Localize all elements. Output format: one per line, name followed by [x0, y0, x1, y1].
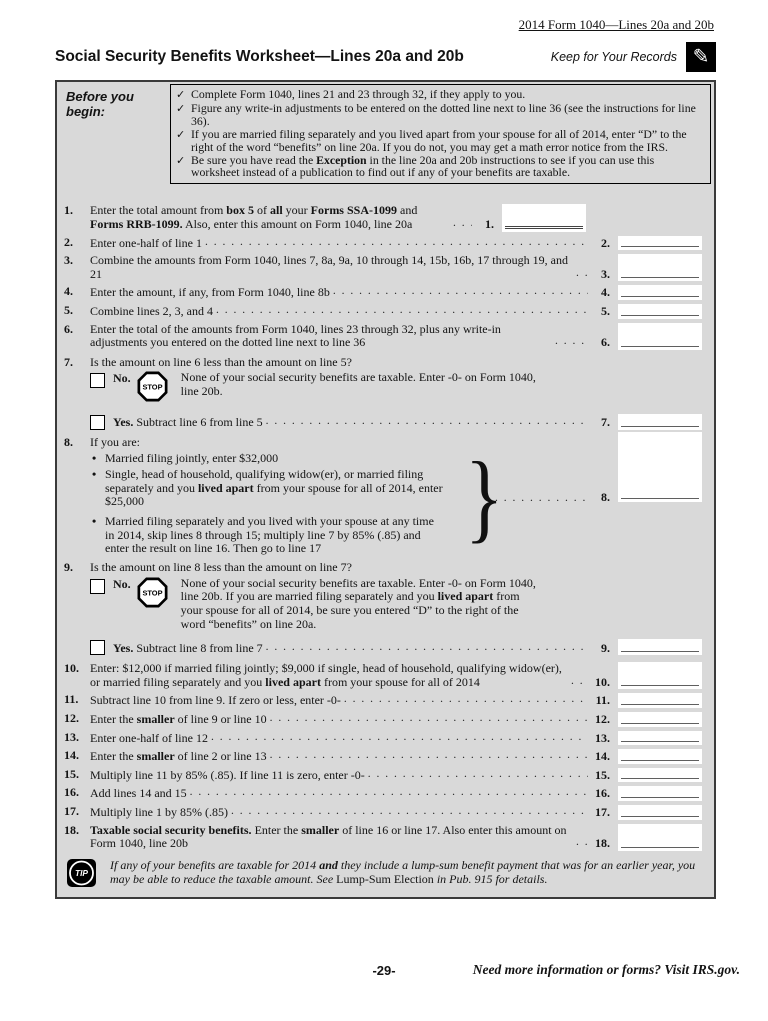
- dot-leader: [450, 217, 472, 232]
- line-3-number: 3.: [64, 253, 73, 268]
- line-10-row: [64, 655, 702, 689]
- dot-leader: [187, 786, 588, 801]
- form-reference: 2014 Form 1040—Lines 20a and 20b: [518, 17, 714, 32]
- line-14-number: 14.: [64, 748, 79, 763]
- brace-icon: }: [465, 440, 504, 552]
- checklist-item: [176, 154, 704, 180]
- line-8-row: [64, 430, 702, 555]
- dot-leader: [492, 492, 588, 507]
- line-6-text: Enter the total of the amounts from Form 1040, lines 23 through 32, plus any write-in adjustments you entered on the dotted line next to line 36: [90, 321, 501, 350]
- page-number: -29-: [372, 963, 396, 978]
- before-you-begin-label: Before you begin:: [66, 89, 134, 119]
- footer-note: Need more information or forms? Visit IRS.gov.: [472, 962, 740, 977]
- checklist-item: [176, 128, 704, 154]
- line-3-ref: 3.: [601, 266, 610, 281]
- line-12-number: 12.: [64, 711, 79, 725]
- keep-for-records-label: Keep for Your Records: [550, 50, 677, 64]
- line-9-no-text: None of your social security benefits are taxable. Enter -0- on Form 1040, line 20b. If you are married filing separately and you lived apart from your spouse for all of 2014, be sure you entered “D” to the right of the word “benefits” on line 20a.: [180, 575, 536, 631]
- line-13-text: Enter one-half of line 12: [90, 730, 208, 745]
- line-4-row: [64, 281, 702, 300]
- dot-leader: [568, 675, 588, 690]
- line-1-text: Enter the total amount from box 5 of all your Forms SSA-1099 and Forms RRB-1099. Also, enter this amount on Form 1040, line 20a: [90, 203, 418, 231]
- svg-text:STOP: STOP: [142, 382, 163, 392]
- line-8-bullet-text: Single, head of household, qualifying widow(er), or married filing separately and you lived apart from your spouse for all of 2014, enter $25,000: [105, 467, 443, 509]
- line-1-entry-field[interactable]: [502, 204, 586, 231]
- before-you-begin-checklist: [170, 84, 711, 184]
- page-title: Social Security Benefits Worksheet—Lines 20a and 20b: [55, 48, 464, 65]
- line-7-ref: 7.: [601, 415, 610, 430]
- line-4-entry-field[interactable]: [618, 285, 702, 300]
- check-icon: ✓: [176, 128, 186, 141]
- line-10-number: 10.: [64, 661, 79, 676]
- line-13-ref: 13.: [595, 730, 610, 745]
- line-6-ref: 6.: [601, 335, 610, 350]
- line-18-row: [64, 820, 702, 851]
- stop-icon: [137, 577, 168, 612]
- line-9-no-checkbox[interactable]: [90, 579, 105, 594]
- line-18-entry-field[interactable]: [618, 824, 702, 851]
- line-2-text: Enter one-half of line 1: [90, 235, 202, 250]
- line-8-ref: 8.: [601, 489, 610, 504]
- check-icon: ✓: [176, 89, 186, 101]
- line-11-row: [64, 689, 702, 708]
- line-3-text: Combine the amounts from Form 1040, lines 7, 8a, 9a, 10 through 14, 15b, 16b, 17 through 19, and 21: [90, 253, 568, 281]
- line-7-yes-text: Yes. Subtract line 6 from line 5: [113, 415, 263, 430]
- line-15-row: [64, 764, 702, 783]
- line-17-number: 17.: [64, 803, 79, 818]
- line-2-row: [64, 232, 702, 251]
- line-16-row: [64, 782, 702, 801]
- line-14-text: Enter the smaller of line 2 or line 13: [90, 749, 267, 764]
- dot-leader: [365, 768, 588, 783]
- line-16-entry-field[interactable]: [618, 786, 702, 801]
- line-8-bullet: [90, 468, 462, 508]
- line-9-ref: 9.: [601, 640, 610, 655]
- line-15-text: Multiply line 11 by 85% (.85). If line 11 is zero, enter -0-: [90, 767, 365, 782]
- line-12-row: [64, 708, 702, 727]
- line-16-number: 16.: [64, 785, 79, 800]
- line-17-text: Multiply line 1 by 85% (.85): [90, 804, 228, 819]
- line-6-entry-field[interactable]: [618, 323, 702, 350]
- line-7-no-row: [64, 369, 702, 406]
- checklist-item: [176, 88, 704, 102]
- line-2-ref: 2.: [601, 235, 610, 250]
- line-18-number: 18.: [64, 822, 79, 837]
- line-8-bullet: [90, 515, 462, 555]
- line-18-ref: 18.: [595, 836, 610, 851]
- dot-leader: [267, 749, 588, 764]
- dot-leader: [208, 731, 588, 746]
- checklist-item-text: Complete Form 1040, lines 21 and 23 through 32, if they apply to you.: [191, 87, 526, 101]
- line-16-ref: 16.: [595, 786, 610, 801]
- line-7-entry-field[interactable]: [618, 414, 702, 430]
- line-9-yes-checkbox[interactable]: [90, 640, 105, 655]
- line-12-entry-field[interactable]: [618, 712, 702, 727]
- line-17-ref: 17.: [595, 804, 610, 819]
- bullet-icon: •: [92, 451, 97, 466]
- line-9-no-label: No.: [113, 576, 131, 591]
- line-7-yes-checkbox[interactable]: [90, 415, 105, 430]
- line-7-no-label: No.: [113, 371, 131, 386]
- line-9-question-text: Is the amount on line 8 less than the amount on line 7?: [90, 560, 352, 575]
- dot-leader: [213, 304, 588, 319]
- line-9-number: 9.: [64, 560, 73, 575]
- title-row: [55, 42, 716, 72]
- stop-icon: [137, 371, 168, 406]
- dot-leader: [573, 836, 588, 851]
- check-icon: ✓: [176, 102, 186, 115]
- line-12-ref: 12.: [595, 712, 610, 726]
- pencil-icon: ✎: [686, 42, 716, 72]
- checklist-item-text: If you are married filing separately and you lived apart from your spouse for all of 2014, enter “D” to the right of the word “benefits” on line 20a. If you do not, you may get a math error notice from the IRS.: [191, 126, 687, 154]
- line-6-number: 6.: [64, 321, 73, 336]
- line-11-entry-field[interactable]: [618, 693, 702, 708]
- line-17-row: [64, 801, 702, 820]
- line-10-text: Enter: $12,000 if married filing jointly; $9,000 if single, head of household, qualifying widow(er), or married filing separately and you lived apart from your spouse for all of 2014: [90, 661, 562, 689]
- line-8-entry-field[interactable]: [618, 432, 702, 502]
- line-13-entry-field[interactable]: [618, 731, 702, 746]
- line-8-intro: If you are:: [90, 434, 140, 449]
- checklist-item-text: Figure any write-in adjustments to be entered on the dotted line next to line 36 (see the instructions for line 36).: [191, 100, 696, 128]
- checklist-item: [176, 102, 704, 128]
- line-17-entry-field[interactable]: [618, 805, 702, 820]
- line-12-text: Enter the smaller of line 9 or line 10: [90, 712, 267, 726]
- line-10-ref: 10.: [595, 674, 610, 689]
- line-7-yes-row: [64, 406, 702, 430]
- line-7-no-text: None of your social security benefits are taxable. Enter -0- on Form 1040, line 20b.: [180, 370, 536, 398]
- dot-leader: [263, 415, 588, 430]
- line-8-options: [90, 436, 462, 555]
- line-14-row: [64, 745, 702, 764]
- line-4-text: Enter the amount, if any, from Form 1040, line 8b: [90, 285, 330, 300]
- line-1-row: [64, 204, 702, 231]
- line-15-ref: 15.: [595, 767, 610, 782]
- line-15-number: 15.: [64, 766, 79, 781]
- bullet-icon: •: [92, 467, 97, 482]
- line-5-row: [64, 300, 702, 319]
- line-5-number: 5.: [64, 302, 73, 317]
- line-2-entry-field[interactable]: [618, 236, 702, 251]
- line-7-question-row: [64, 350, 702, 370]
- line-7-number: 7.: [64, 354, 73, 369]
- dot-leader: [552, 335, 588, 350]
- line-3-row: [64, 250, 702, 281]
- line-8-bullet-text: Married filing separately and you lived with your spouse at any time in 2014, skip lines 8 through 15; multiply line 7 by 85% (.85) and enter the result on line 16. Then go to line 17: [105, 514, 434, 555]
- line-5-ref: 5.: [601, 303, 610, 318]
- checklist-item-text: Be sure you have read the Exception in the line 20a and 20b instructions to see if you can use this worksheet instead of a publication to find out if any of your benefits are taxable.: [191, 152, 655, 180]
- line-9-no-row: [64, 575, 702, 631]
- line-9-entry-field[interactable]: [618, 639, 702, 655]
- line-4-number: 4.: [64, 284, 73, 299]
- line-5-text: Combine lines 2, 3, and 4: [90, 303, 213, 318]
- line-4-ref: 4.: [601, 285, 610, 300]
- dot-leader: [263, 641, 588, 656]
- line-10-entry-field[interactable]: [618, 662, 702, 689]
- tip-text: If any of your benefits are taxable for 2014 and they include a lump-sum benefit payment that was for an earlier year, you may be able to reduce the taxable amount. See Lump-Sum Election in Pub. 915 for details.: [110, 857, 696, 886]
- line-16-text: Add lines 14 and 15: [90, 786, 187, 801]
- line-18-text: Taxable social security benefits. Enter the smaller of line 16 or line 17. Also enter this amount on Form 1040, line 20b: [90, 822, 567, 851]
- dot-leader: [573, 267, 588, 282]
- check-icon: ✓: [176, 154, 186, 167]
- line-7-no-checkbox[interactable]: [90, 373, 105, 388]
- line-5-entry-field[interactable]: [618, 304, 702, 319]
- svg-text:TIP: TIP: [74, 867, 89, 878]
- worksheet-lines: [57, 184, 714, 850]
- tip-section: [57, 856, 714, 897]
- line-11-ref: 11.: [595, 693, 610, 708]
- worksheet-box: [55, 80, 716, 899]
- before-you-begin-section: [57, 82, 714, 184]
- line-1-number: 1.: [64, 203, 73, 218]
- svg-text:STOP: STOP: [142, 588, 163, 598]
- dot-leader: [267, 712, 588, 727]
- line-2-number: 2.: [64, 234, 73, 249]
- dot-leader: [228, 805, 588, 820]
- line-8-bullet-text: Married filing jointly, enter $32,000: [105, 451, 279, 466]
- line-11-text: Subtract line 10 from line 9. If zero or less, enter -0-: [90, 693, 341, 708]
- line-1-ref: 1.: [485, 216, 494, 231]
- bullet-icon: •: [92, 514, 97, 529]
- line-7-question-text: Is the amount on line 6 less than the amount on line 5?: [90, 354, 352, 369]
- line-9-yes-text: Yes. Subtract line 8 from line 7: [113, 640, 263, 655]
- line-13-row: [64, 727, 702, 746]
- line-6-row: [64, 319, 702, 350]
- line-11-number: 11.: [64, 692, 79, 707]
- line-8-bullet: [90, 452, 462, 465]
- dot-leader: [202, 236, 588, 251]
- dot-leader: [341, 693, 588, 708]
- line-13-number: 13.: [64, 729, 79, 744]
- line-9-question-row: [64, 555, 702, 575]
- line-15-entry-field[interactable]: [618, 768, 702, 783]
- line-9-yes-row: [64, 631, 702, 655]
- line-14-entry-field[interactable]: [618, 749, 702, 764]
- dot-leader: [330, 285, 588, 300]
- tip-icon: [66, 858, 98, 888]
- line-3-entry-field[interactable]: [618, 254, 702, 281]
- line-8-number: 8.: [64, 434, 73, 449]
- line-14-ref: 14.: [595, 749, 610, 764]
